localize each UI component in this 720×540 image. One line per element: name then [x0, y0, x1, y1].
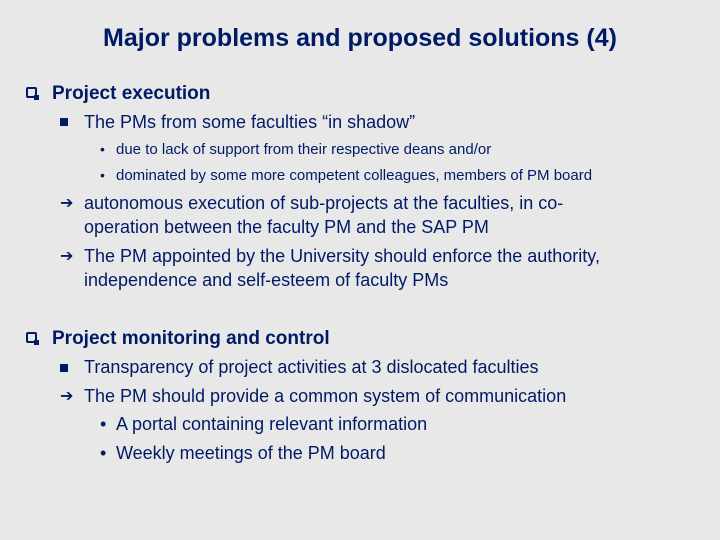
slide-title: Major problems and proposed solutions (4) — [103, 24, 617, 52]
square-bullet-icon — [60, 364, 68, 372]
checkbox-bullet-icon — [26, 87, 37, 98]
sub-list-item: dominated by some more competent colleagues, members of PM board — [116, 167, 593, 184]
dot-bullet-icon: • — [100, 443, 107, 463]
sub-list-item: Weekly meetings of the PM board — [116, 443, 386, 463]
arrow-item-line: independence and self-esteem of faculty PMs — [84, 270, 449, 290]
section-heading-execution: Project execution — [52, 83, 211, 104]
arrow-item-line: operation between the faculty PM and the SAP PM — [84, 217, 489, 237]
square-bullet-icon — [60, 118, 68, 126]
list-item: The PMs from some faculties “in shadow” — [84, 112, 416, 132]
section-heading-monitoring: Project monitoring and control — [52, 328, 330, 349]
checkbox-bullet-icon — [26, 332, 37, 343]
arrow-item-line: The PM appointed by the University should enforce the authority, — [84, 246, 600, 266]
dot-bullet-icon: • — [100, 141, 105, 157]
right-arrow-icon: ➔ — [60, 386, 74, 405]
dot-bullet-icon: • — [100, 167, 105, 183]
sub-list-item: due to lack of support from their respective deans and/or — [116, 141, 492, 158]
right-arrow-icon: ➔ — [60, 246, 74, 265]
dot-bullet-icon: • — [100, 414, 107, 434]
list-item: Transparency of project activities at 3 dislocated faculties — [84, 357, 539, 377]
right-arrow-icon: ➔ — [60, 193, 74, 212]
sub-list-item: A portal containing relevant information — [116, 414, 428, 434]
arrow-item-line: The PM should provide a common system of communication — [84, 386, 567, 406]
arrow-item-line: autonomous execution of sub-projects at the faculties, in co- — [84, 193, 564, 213]
